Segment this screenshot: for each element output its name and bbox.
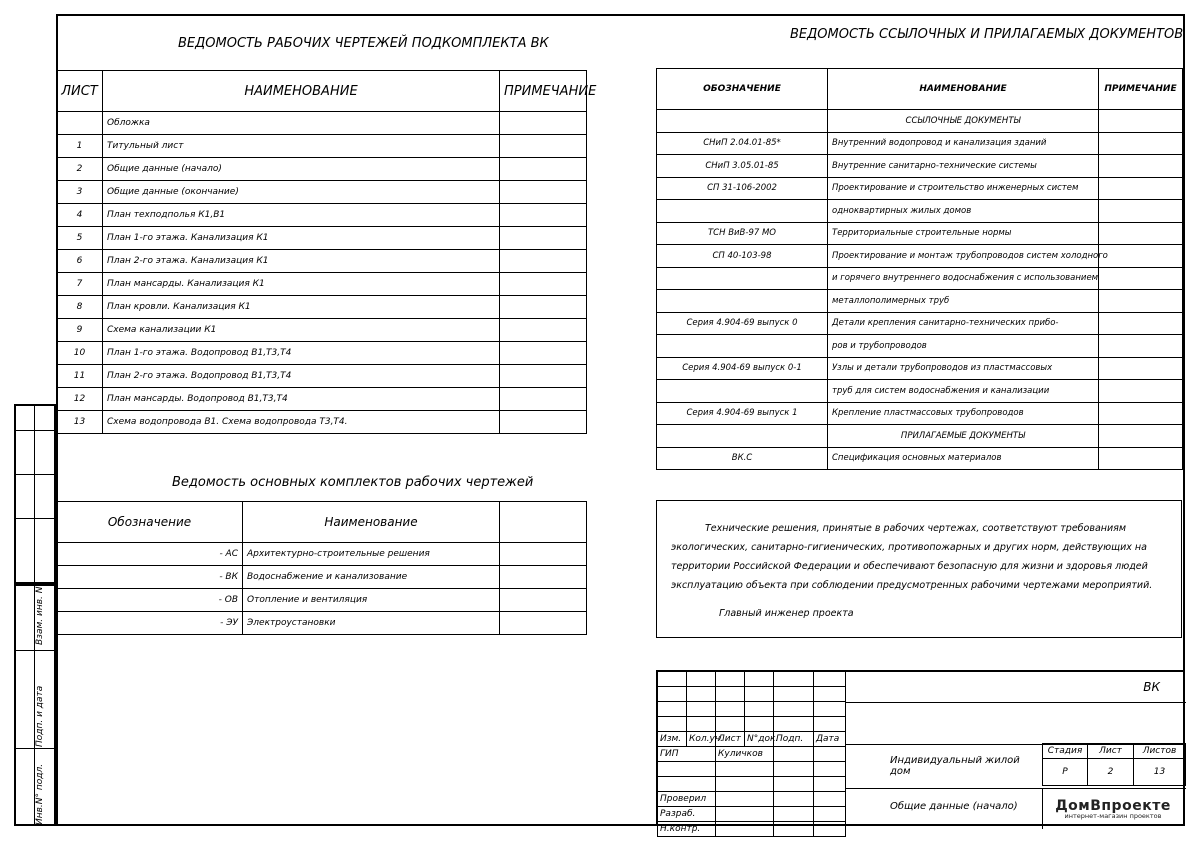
table-cell: Схема водопровода В1. Схема водопровода Т3,Т4. [103,411,500,434]
table-cell [657,290,828,313]
table-cell: ТСН ВиВ-97 МО [657,222,828,245]
table-cell [1099,425,1183,448]
col-note: ПРИМЕЧАНИЕ [500,71,587,112]
side-sign-date: Подп. и дата [35,685,45,747]
technical-note [656,500,1182,638]
table-cell: 12 [57,388,103,411]
table-row [57,342,587,365]
table-cell: СНиП 3.05.01-85 [657,155,828,178]
table-cell [1099,222,1183,245]
table-cell: ССЫЛОЧНЫЕ ДОКУМЕНТЫ [828,110,1099,133]
table-cell: Территориальные строительные нормы [828,222,1099,245]
table-cell: Проектирование и строительство инженерных систем [828,177,1099,200]
table-cell [1099,267,1183,290]
sheets-table [56,70,597,434]
table-cell: 2 [57,158,103,181]
docs-header-row [657,69,1183,110]
table-cell [500,296,587,319]
table-cell: План 1-го этажа. Канализация К1 [103,227,500,250]
table-row [657,312,1183,335]
developed-label: Разраб. [658,807,716,822]
table-row [57,273,587,296]
table-row [57,566,587,589]
table-cell: План мансарды. Канализация К1 [103,273,500,296]
table-cell [1099,335,1183,358]
table-cell: - ВК [57,566,243,589]
logo-sub: интернет-магазин проектов [1064,812,1162,820]
table-cell [500,227,587,250]
table-cell: 10 [57,342,103,365]
table-row [57,181,587,204]
sheets-label: Листов [1134,744,1186,759]
table-cell: Обложка [103,112,500,135]
table-cell [1099,132,1183,155]
table-cell [1099,177,1183,200]
table-cell: Узлы и детали трубопроводов из пластмассовых [828,357,1099,380]
table-row [657,290,1183,313]
table-cell [500,388,587,411]
side-inv-sub: Взам. инв. N° [35,582,45,645]
sets-header-row [57,502,587,543]
table-cell: Внутренний водопровод и канализация зданий [828,132,1099,155]
note-line: территории Российской Федерации и обеспечивают безопасную для жизни и здоровья людей [671,561,1148,572]
right-title: ВЕДОМОСТЬ ССЫЛОЧНЫХ И ПРИЛАГАЕМЫХ ДОКУМЕНТОВ [790,27,1184,42]
table-cell: Внутренние санитарно-технические системы [828,155,1099,178]
sheets-header-row [57,71,587,112]
checked-label: Проверил [658,792,716,807]
stamp-grid [657,671,846,837]
table-row [57,411,587,434]
table-cell: Детали крепления санитарно-технических прибо- [828,312,1099,335]
table-cell: СНиП 2.04.01-85* [657,132,828,155]
table-cell [500,411,587,434]
table-cell: Титульный лист [103,135,500,158]
table-row [657,200,1183,223]
table-cell [1099,110,1183,133]
note-signature: Главный инженер проекта [719,608,854,619]
table-row [57,589,587,612]
table-cell [500,181,587,204]
table-cell [500,589,587,612]
table-row [57,612,587,635]
table-cell: План 1-го этажа. Водопровод В1,Т3,Т4 [103,342,500,365]
table-cell: 13 [57,411,103,434]
gip-label: ГИП [658,747,716,762]
table-cell [57,112,103,135]
sets-table [56,501,587,635]
table-cell: СП 31-106-2002 [657,177,828,200]
stamp-sheet-title: Общие данные (начало) [890,801,1018,812]
col-name: НАИМЕНОВАНИЕ [103,71,500,112]
table-cell [1099,447,1183,470]
company-logo [1048,798,1178,824]
table-row [57,112,587,135]
table-cell: 5 [57,227,103,250]
table-cell [657,335,828,358]
stamp-col: Подп. [774,732,814,747]
table-cell [1099,245,1183,268]
table-cell: 7 [57,273,103,296]
table-row [657,267,1183,290]
sheets-value: 13 [1134,759,1186,786]
stamp-col: Кол.уч. [687,732,716,747]
table-cell: - ЭУ [57,612,243,635]
table-cell [657,380,828,403]
sets-title: Ведомость основных комплектов рабочих чертежей [172,475,534,490]
col-designation: ОБОЗНАЧЕНИЕ [657,69,828,110]
table-cell [500,543,587,566]
table-row [657,132,1183,155]
table-cell: 8 [57,296,103,319]
table-cell: 1 [57,135,103,158]
table-cell: 3 [57,181,103,204]
table-cell: и горячего внутреннего водоснабжения с использованием [828,267,1099,290]
col-name: Наименование [243,502,500,543]
table-row [657,447,1183,470]
table-cell [657,200,828,223]
sheet-label: Лист [1088,744,1134,759]
table-cell [500,319,587,342]
stamp-cols-row [658,732,846,747]
table-cell: Проектирование и монтаж трубопроводов систем холодного [828,245,1099,268]
table-cell [657,110,828,133]
table-cell: ров и трубопроводов [828,335,1099,358]
table-cell [500,250,587,273]
table-cell: Серия 4.904-69 выпуск 0-1 [657,357,828,380]
table-row [57,365,587,388]
table-row [57,543,587,566]
table-row [657,380,1183,403]
col-designation: Обозначение [57,502,243,543]
table-cell [500,135,587,158]
table-row [57,250,587,273]
table-cell [500,273,587,296]
table-row [657,425,1183,448]
table-cell: Электроустановки [243,612,500,635]
col-sheet: ЛИСТ [57,71,103,112]
table-cell [1099,312,1183,335]
table-cell: Водоснабжение и канализование [243,566,500,589]
table-cell [1099,155,1183,178]
note-line: Технические решения, принятые в рабочих чертежах, соответствуют требованиям [705,523,1127,534]
table-cell: Серия 4.904-69 выпуск 0 [657,312,828,335]
table-cell [1099,290,1183,313]
table-cell [1099,357,1183,380]
table-cell [657,267,828,290]
table-cell [1099,380,1183,403]
table-row [657,177,1183,200]
table-cell: Отопление и вентиляция [243,589,500,612]
table-row [57,319,587,342]
table-row [57,135,587,158]
sheet-value: 2 [1088,759,1134,786]
left-title: ВЕДОМОСТЬ РАБОЧИХ ЧЕРТЕЖЕЙ ПОДКОМПЛЕКТА ВК [178,36,549,51]
note-line: эксплуатацию объекта при соблюдении предусмотренных рабочими чертежами мероприятий. [671,580,1153,591]
table-row [57,158,587,181]
table-row [57,227,587,250]
side-grid-upper [14,404,56,584]
stage-label: Стадия [1043,744,1088,759]
table-cell [500,342,587,365]
table-row [57,296,587,319]
table-cell [657,425,828,448]
table-row [657,335,1183,358]
stage-value: Р [1043,759,1088,786]
table-cell: одноквартирных жилых домов [828,200,1099,223]
table-row [657,155,1183,178]
table-cell: 6 [57,250,103,273]
col-blank [500,502,587,543]
table-cell [500,112,587,135]
stamp-code: ВК [1143,680,1160,694]
gip-name: Куличков [716,747,774,762]
table-cell [1099,402,1183,425]
note-line: экологических, санитарно-гигиенических, противопожарных и других норм, действующих на [671,542,1147,553]
table-row [657,357,1183,380]
table-row [657,110,1183,133]
col-note: ПРИМЕЧАНИЕ [1099,69,1183,110]
ncontrol-label: Н.контр. [658,822,716,837]
stage-table [1042,743,1186,786]
table-cell: Общие данные (начало) [103,158,500,181]
table-cell: труб для систем водоснабжения и канализации [828,380,1099,403]
table-cell [1099,200,1183,223]
table-row [57,204,587,227]
table-cell: Общие данные (окончание) [103,181,500,204]
table-cell: - АС [57,543,243,566]
table-cell [500,158,587,181]
table-cell [500,204,587,227]
table-cell: 11 [57,365,103,388]
table-cell: План мансарды. Водопровод В1,Т3,Т4 [103,388,500,411]
table-cell: Спецификация основных материалов [828,447,1099,470]
table-cell: Архитектурно-строительные решения [243,543,500,566]
table-row [657,245,1183,268]
table-cell: План 2-го этажа. Водопровод В1,Т3,Т4 [103,365,500,388]
table-row [657,222,1183,245]
table-cell: Схема канализации К1 [103,319,500,342]
stamp-col: Лист [716,732,745,747]
table-cell [500,612,587,635]
table-cell: СП 40-103-98 [657,245,828,268]
table-cell: 9 [57,319,103,342]
table-cell: - ОВ [57,589,243,612]
logo-main: ДомВпроекте [1055,798,1171,814]
table-cell [500,566,587,589]
table-cell: План 2-го этажа. Канализация К1 [103,250,500,273]
table-cell: металлополимерных труб [828,290,1099,313]
table-cell: Серия 4.904-69 выпуск 1 [657,402,828,425]
stamp-col: Изм. [658,732,687,747]
table-row [657,402,1183,425]
side-inv-orig: Инв.N° подл. [35,763,45,825]
stamp-object: Индивидуальный жилой дом [890,755,1020,777]
table-row [57,388,587,411]
table-cell: Крепление пластмассовых трубопроводов [828,402,1099,425]
stamp-col: N°док. [745,732,774,747]
table-cell: ПРИЛАГАЕМЫЕ ДОКУМЕНТЫ [828,425,1099,448]
docs-table [656,68,1183,470]
stamp-col: Дата [814,732,846,747]
table-cell: 4 [57,204,103,227]
table-cell: План техподполья К1,В1 [103,204,500,227]
table-cell [500,365,587,388]
table-cell: ВК.С [657,447,828,470]
table-cell: План кровли. Канализация К1 [103,296,500,319]
col-name: НАИМЕНОВАНИЕ [828,69,1099,110]
